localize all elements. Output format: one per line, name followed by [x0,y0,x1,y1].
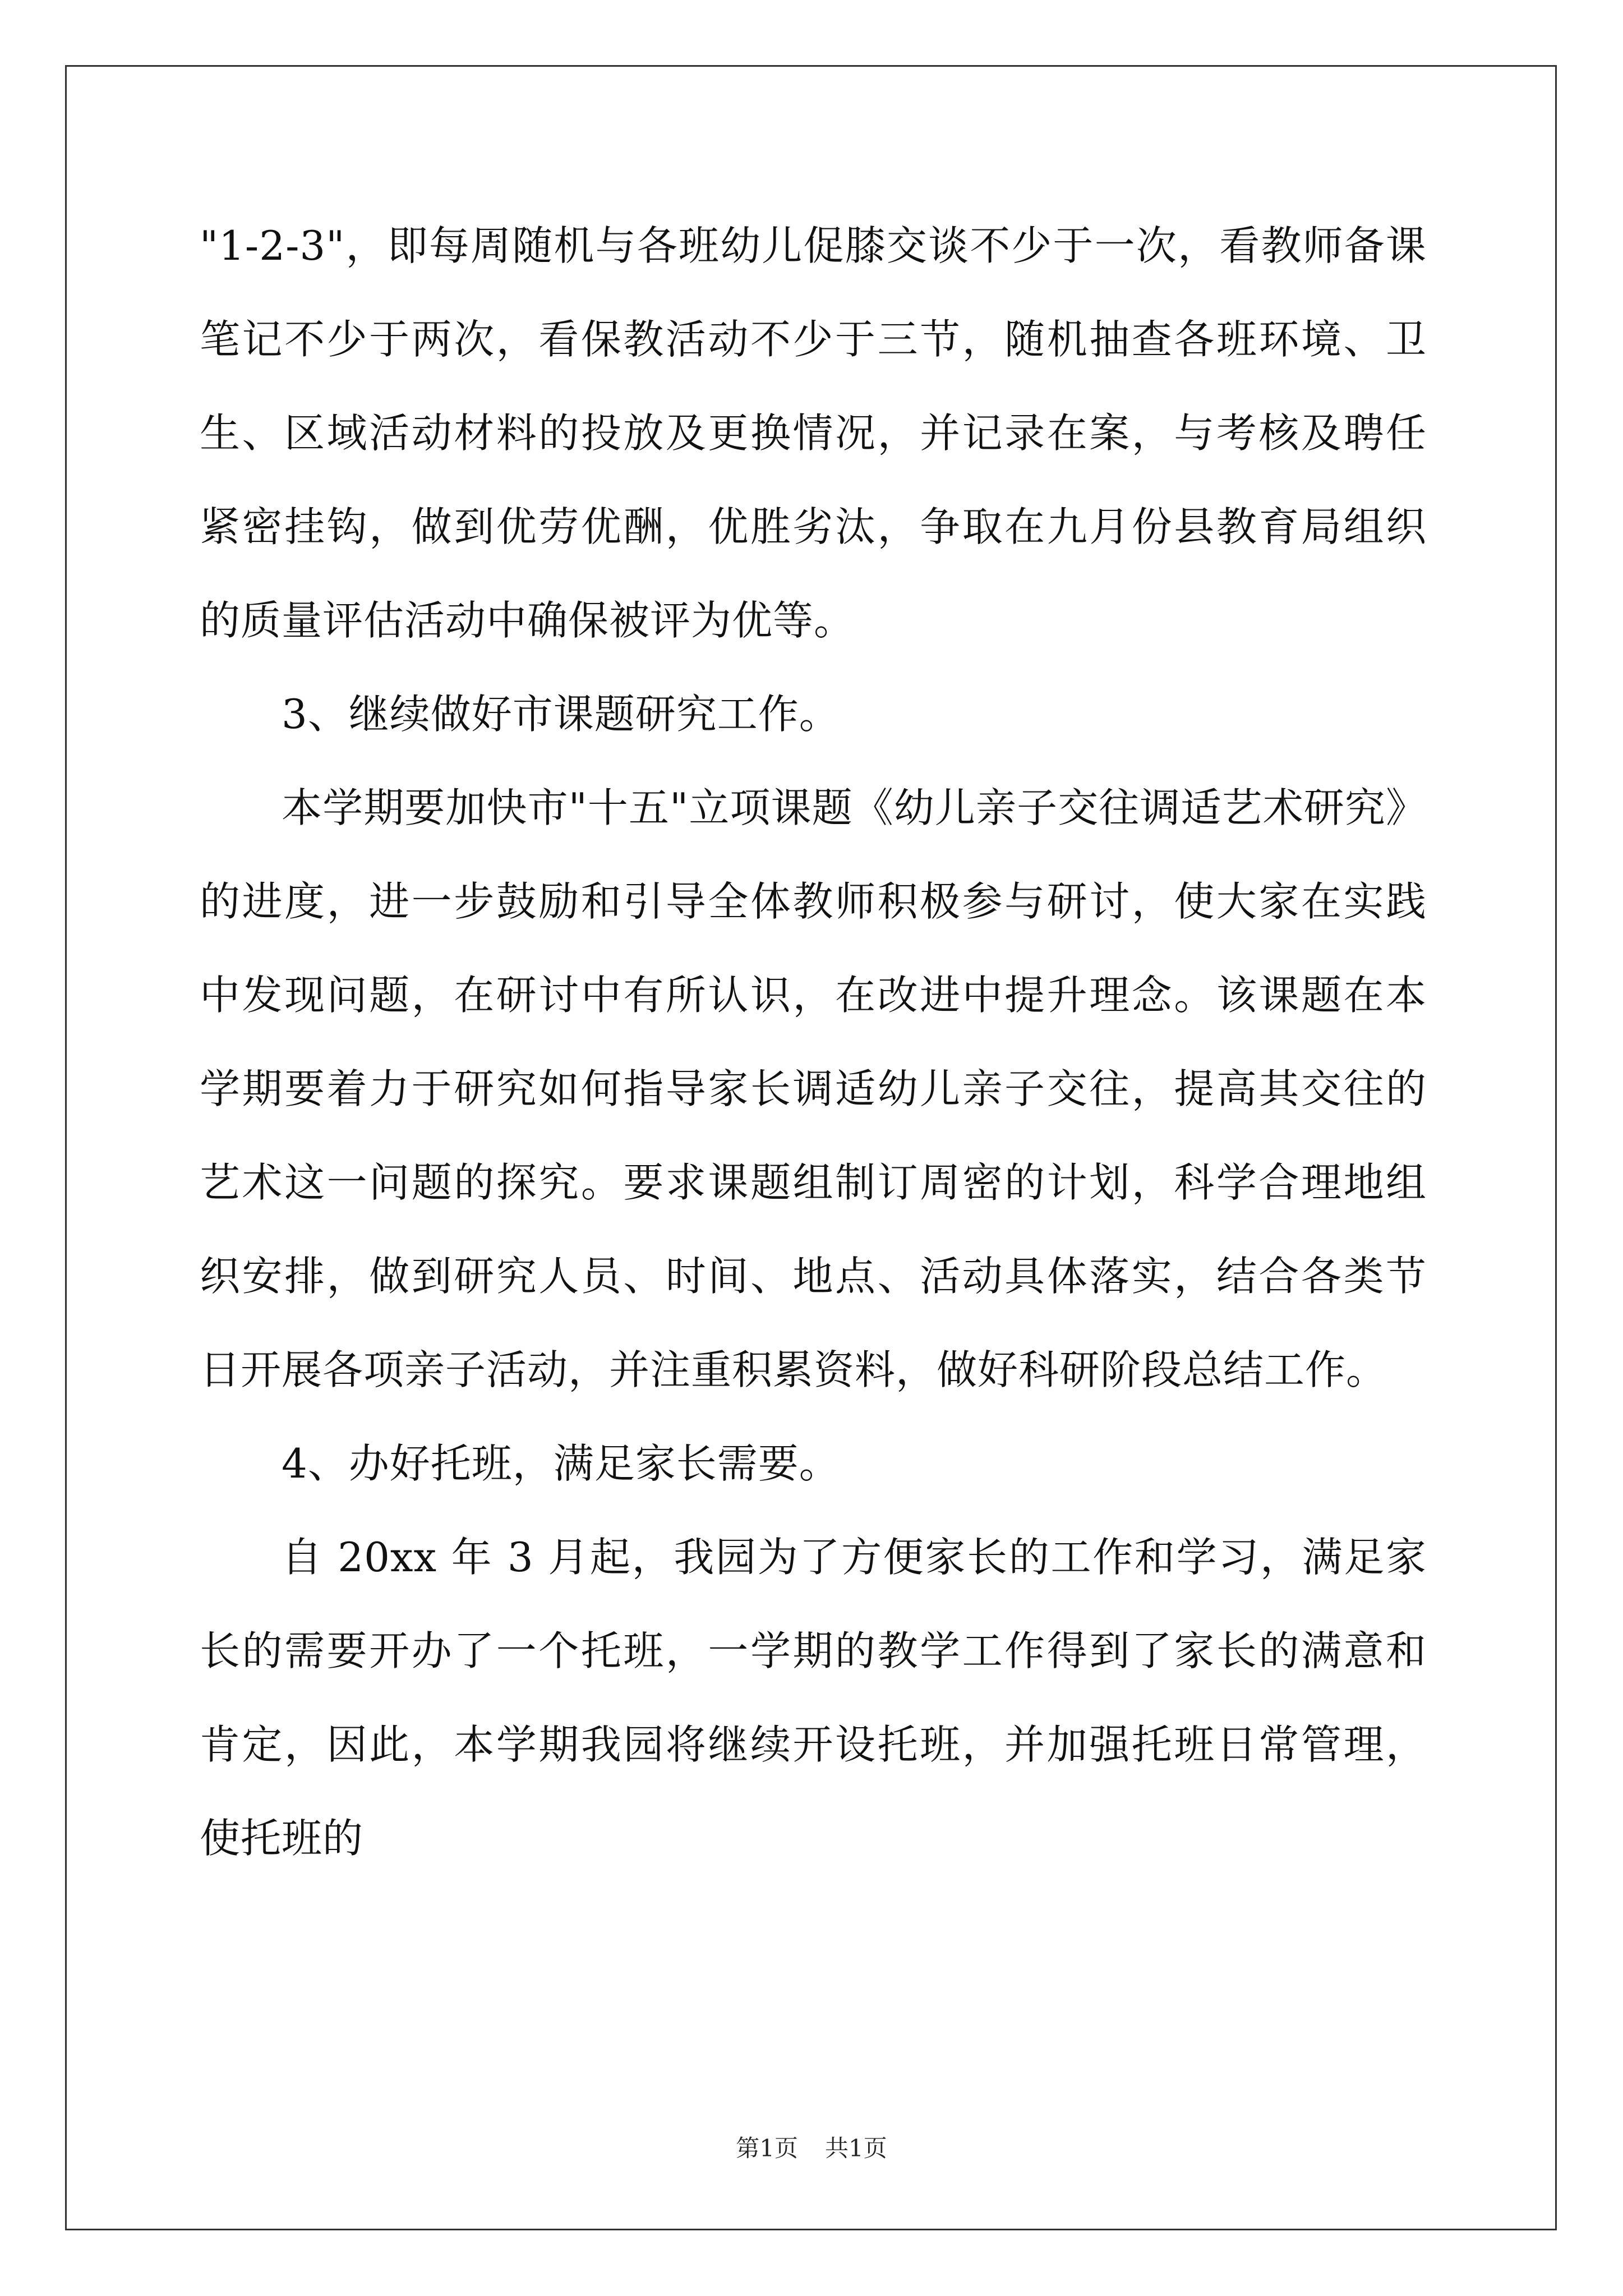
paragraph-2-heading: 3、继续做好市课题研究工作。 [282,691,840,738]
page-number: 第1页 [736,2134,798,2162]
page-total: 共1页 [825,2134,887,2162]
document-body [200,199,1427,1885]
paragraph-1: "1-2-3"，即每周随机与各班幼儿促膝交谈不少于一次，看教师备课笔记不少于两次，看保教活动不少于三节，随机抽查各班环境、卫生、区域活动材料的投放及更换情况，并记录在案，与考核及聘任紧密挂钩，做到优劳优酬，优胜劣汰，争取在九月份县教育局组织的质量评估活动中确保被评为优等。 [200,222,1427,644]
paragraph-3: 本学期要加快市"十五"立项课题《幼儿亲子交往调适艺术研究》的进度，进一步鼓励和引导全体教师积极参与研讨，使大家在实践中发现问题，在研讨中有所认识，在改进中提升理念。该课题在本学期要着力于研究如何指导家长调适幼儿亲子交往，提高其交往的艺术这一问题的探究。要求课题组制订周密的计划，科学合理地组织安排，做到研究人员、时间、地点、活动具体落实，结合各类节日开展各项亲子活动，并注重积累资料，做好科研阶段总结工作。 [200,784,1427,1393]
paragraph-4-heading: 4、办好托班，满足家长需要。 [282,1440,840,1487]
page-footer [0,2132,1623,2165]
paragraph-5: 自 20xx 年 3 月起，我园为了方便家长的工作和学习，满足家长的需要开办了一个托班，一学期的教学工作得到了家长的满意和肯定，因此，本学期我园将继续开设托班，并加强托班日常管理，使托班的 [200,1534,1427,1862]
